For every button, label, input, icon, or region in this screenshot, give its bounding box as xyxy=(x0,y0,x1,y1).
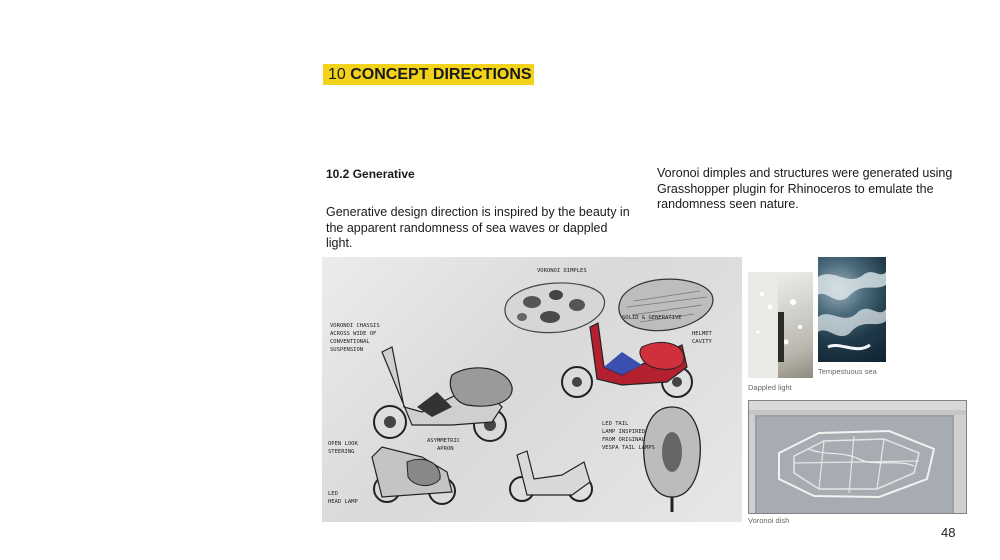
caption-dappled-light: Dappled light xyxy=(748,383,792,392)
section-number: 10 xyxy=(328,66,346,83)
label-steering-2: STEERING xyxy=(328,449,355,455)
label-chassis-4: SUSPENSION xyxy=(330,347,364,353)
label-helmet-1: HELMET xyxy=(692,331,712,337)
caption-voronoi-dish: Voronoi dish xyxy=(748,516,790,525)
section-title-bar xyxy=(323,64,534,85)
voronoi-dish-render xyxy=(748,400,967,514)
voronoi-note-paragraph: Voronoi dimples and structures were generated using Grasshopper plugin for Rhinoceros to emulate the randomness seen nature. xyxy=(657,166,953,211)
label-head-1: LED xyxy=(328,491,338,497)
section-title: CONCEPT DIRECTIONS xyxy=(350,66,532,83)
label-tail-3: FROM ORIGINAL xyxy=(602,437,646,443)
label-tail-4: VESPA TAIL LAMPS xyxy=(602,445,655,451)
label-chassis-3: CONVENTIONAL xyxy=(330,339,370,345)
label-tail-1: LED TAIL xyxy=(602,421,629,427)
subsection-heading: 10.2 Generative xyxy=(326,167,415,181)
caption-tempestuous-sea: Tempestuous sea xyxy=(818,367,877,376)
label-chassis-2: ACROSS WIDE OF xyxy=(330,331,377,337)
label-chassis-1: VORONOI CHASSIS xyxy=(330,323,380,329)
tempestuous-sea-photo xyxy=(818,257,886,362)
label-apron-1: ASYMMETRIC xyxy=(427,438,461,444)
dappled-light-photo xyxy=(748,272,813,378)
label-apron-2: APRON xyxy=(437,446,454,452)
sketch-drawing xyxy=(322,257,742,522)
page-number: 48 xyxy=(941,525,956,540)
intro-paragraph: Generative design direction is inspired by the beauty in the apparent randomness of sea waves or dappled light. xyxy=(326,205,630,250)
label-voronoi-dimples: VORONOI DIMPLES xyxy=(537,268,587,274)
label-helmet-2: CAVITY xyxy=(692,339,712,345)
label-tail-2: LAMP INSPIRED xyxy=(602,429,646,435)
scooter-sketch-image xyxy=(322,257,742,522)
label-solid-generative: SOLID & GENERATIVE xyxy=(622,315,682,321)
label-head-2: HEAD LAMP xyxy=(328,499,358,505)
label-steering-1: OPEN LOOK xyxy=(328,441,358,447)
